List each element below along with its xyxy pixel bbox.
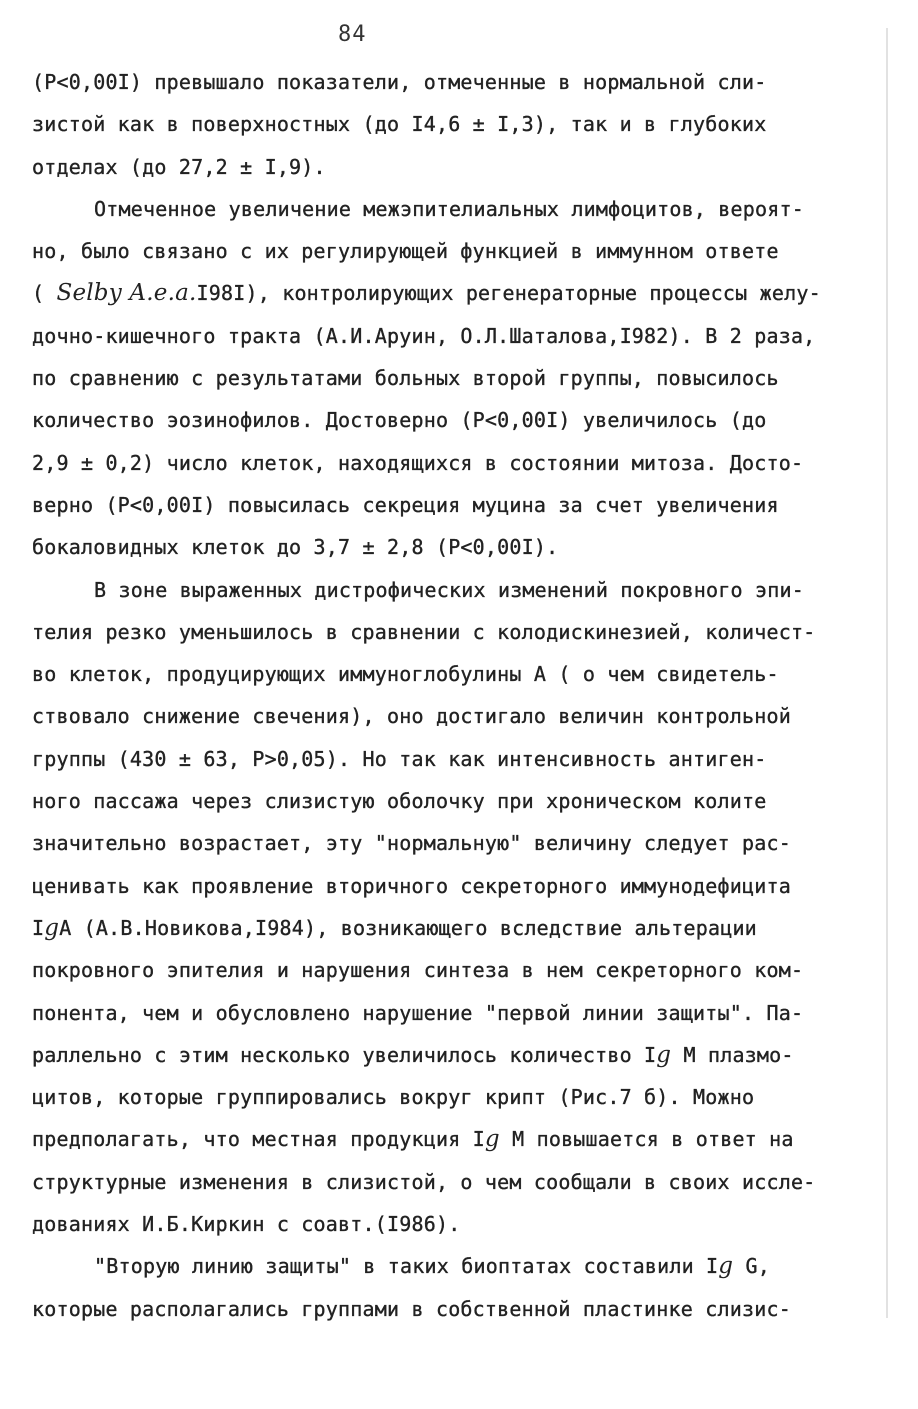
text-segment: I98I), контролирующих регенераторные процессы желу-	[196, 281, 821, 306]
margin-rule	[886, 28, 888, 1318]
text-line	[32, 272, 862, 314]
text-line: группы (430 ± 63, P>0,05). Но так как интенсивность антиген-	[32, 746, 767, 771]
text-line: отделах (до 27,2 ± I,9).	[32, 154, 326, 179]
text-line: (P<0,00I) превышало показатели, отмеченные в нормальной сли-	[32, 70, 767, 94]
text-segment: М плазмо-	[671, 1042, 794, 1067]
body-text	[32, 61, 862, 1330]
text-line: Отмеченное увеличение межэпителиальных лимфоцитов, вероят-	[94, 196, 804, 221]
text-line	[32, 1034, 862, 1076]
text-line: дованиях И.Б.Киркин с соавт.(I986).	[32, 1212, 461, 1237]
text-segment: G,	[733, 1254, 770, 1279]
text-line: понента, чем и обусловлено нарушение "первой линии защиты". Па-	[32, 1000, 804, 1025]
text-line: ного пассажа через слизистую оболочку при хроническом колите	[32, 789, 767, 814]
text-line: ствовало снижение свечения), оно достигало величин контрольной	[32, 704, 791, 729]
text-segment: раллельно с этим несколько увеличилось количество I	[32, 1042, 657, 1067]
text-line: структурные изменения в слизистой, о чем сообщали в своих иссле-	[32, 1169, 816, 1194]
handwritten-insert: Selby A.e.a.	[56, 280, 197, 307]
text-line: верно (P<0,00I) повысилась секреция муцина за счет увеличения	[32, 492, 779, 517]
text-segment: "Вторую линию защиты" в таких биоптатах составили I	[94, 1254, 719, 1279]
text-line: покровного эпителия и нарушения синтеза в нем секреторного ком-	[32, 958, 804, 983]
text-line: во клеток, продуцирующих иммуноглобулины А ( о чем свидетель-	[32, 662, 779, 687]
text-line: 2,9 ± 0,2) число клеток, находящихся в состоянии митоза. Досто-	[32, 450, 804, 475]
text-line	[32, 907, 862, 949]
text-line: бокаловидных клеток до 3,7 ± 2,8 (P<0,00I).	[32, 535, 559, 560]
text-segment: (	[32, 281, 57, 306]
text-line: которые располагались группами в собственной пластинке слизис-	[32, 1296, 791, 1321]
text-line: по сравнению с результатами больных второй группы, повысилось	[32, 366, 779, 391]
text-line: значительно возрастает, эту "нормальную" величину следует рас-	[32, 831, 791, 856]
text-line	[32, 1245, 862, 1287]
handwritten-insert: g	[44, 914, 60, 941]
page-number: 84	[338, 22, 367, 47]
text-segment: М повышается в ответ на	[499, 1127, 794, 1152]
text-segment: предполагать, что местная продукция I	[32, 1127, 485, 1152]
text-segment: А (А.В.Новикова,I984), возникающего вследствие альтерации	[59, 915, 757, 940]
handwritten-insert: g	[656, 1041, 672, 1068]
text-line: телия резко уменьшилось в сравнении с колодискинезией, количест-	[32, 619, 816, 644]
handwritten-insert: g	[484, 1126, 500, 1153]
text-line: ценивать как проявление вторичного секреторного иммунодефицита	[32, 873, 791, 898]
text-segment: I	[32, 915, 45, 940]
text-line: количество эозинофилов. Достоверно (P<0,00I) увеличилось (до	[32, 408, 767, 433]
text-line: дочно-кишечного тракта (А.И.Аруин, О.Л.Шаталова,I982). В 2 раза,	[32, 323, 816, 348]
text-line: В зоне выраженных дистрофических изменений покровного эпи-	[94, 577, 804, 602]
text-line: цитов, которые группировались вокруг крипт (Рис.7 б). Можно	[32, 1085, 755, 1110]
text-line: зистой как в поверхностных (до I4,6 ± I,3), так и в глубоких	[32, 112, 767, 137]
text-line: но, было связано с их регулирующей функцией в иммунном ответе	[32, 239, 779, 264]
text-line	[32, 1118, 862, 1160]
handwritten-insert: g	[718, 1253, 734, 1280]
